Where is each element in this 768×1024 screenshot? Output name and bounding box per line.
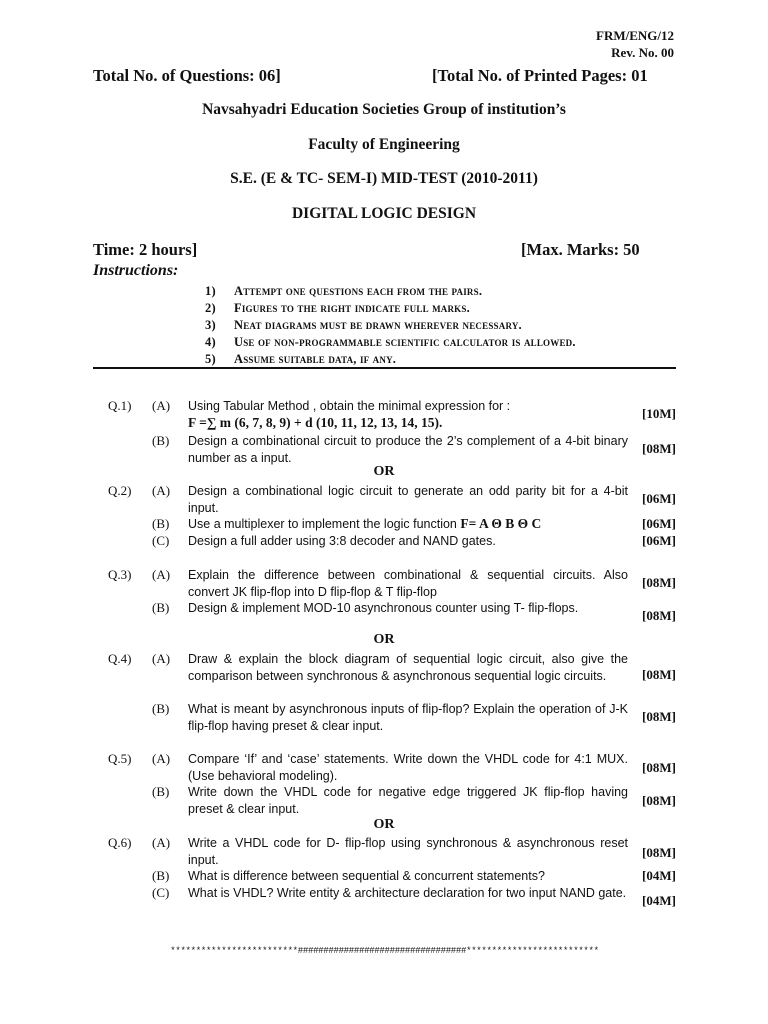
question-text: Use a multiplexer to implement the logic function F= A Θ B Θ C (188, 516, 542, 531)
question-text: Explain the difference between combinational & sequential circuits. Also convert JK flip-flop into D flip-flop & T flip-flop (188, 568, 628, 599)
marks-badge: [08M] (642, 793, 676, 808)
footer-separator: *************************#################################************************** (170, 946, 599, 956)
question-part-label: (A) (152, 567, 171, 582)
question-text: What is VHDL? Write entity & architecture declaration for two input NAND gate. (188, 886, 627, 900)
question-part-label: (A) (152, 398, 171, 413)
question-part-label: (B) (152, 600, 170, 615)
marks-badge: [08M] (642, 760, 676, 775)
marks-badge: [10M] (642, 406, 676, 421)
question-part-label: (C) (152, 533, 170, 548)
question-text: Draw & explain the block diagram of sequential logic circuit, also give the comparison between synchronous & asynchronous sequential logic circuits. (188, 652, 628, 683)
question-part-label: (C) (152, 885, 170, 900)
question-number: Q.3) (108, 567, 132, 582)
instruction-item: 2) Figures to the right indicate full marks. (205, 301, 470, 315)
total-questions: Total No. of Questions: 06] (93, 66, 281, 85)
exam-time: Time: 2 hours] (93, 240, 198, 259)
question-text: Write a VHDL code for D- flip-flop using synchronous & asynchronous reset input. (188, 836, 628, 867)
question-number: Q.5) (108, 751, 132, 766)
exam-title: S.E. (E & TC- SEM-I) MID-TEST (2010-2011) (230, 170, 538, 187)
faculty-name: Faculty of Engineering (308, 136, 460, 153)
question-part-label: (A) (152, 651, 171, 666)
question-number: Q.1) (108, 398, 132, 413)
boolean-expression: F =∑ m (6, 7, 8, 9) + d (10, 11, 12, 13, 14, 15). (188, 414, 443, 430)
question-text: Write down the VHDL code for negative edge triggered JK flip-flop having preset & clear input. (188, 785, 628, 816)
total-pages: [Total No. of Printed Pages: 01 (432, 66, 648, 85)
instruction-item: 5) Assume suitable data, if any. (205, 352, 397, 366)
question-part-label: (A) (152, 835, 171, 850)
instruction-item: 1) Attempt one questions each from the pairs. (205, 284, 483, 298)
instructions-list (205, 283, 576, 368)
marks-badge: [06M] (642, 491, 676, 506)
marks-badge: [08M] (642, 575, 676, 590)
revision-number: Rev. No. 00 (611, 45, 674, 60)
marks-badge: [08M] (642, 845, 676, 860)
or-separator: OR (373, 817, 395, 832)
boolean-expression: F= A Θ B Θ C (460, 516, 542, 531)
question-number: Q.6) (108, 835, 132, 850)
instruction-item: 4) Use of non-programmable scientific calculator is allowed. (205, 335, 576, 349)
marks-badge: [08M] (642, 709, 676, 724)
marks-badge: [06M] (642, 516, 676, 531)
marks-badge: [08M] (642, 441, 676, 456)
question-part-label: (A) (152, 751, 171, 766)
marks-badge: [08M] (642, 608, 676, 623)
max-marks: [Max. Marks: 50 (521, 240, 640, 259)
marks-badge: [04M] (642, 868, 676, 883)
question-part-label: (B) (152, 868, 170, 883)
header-divider (93, 367, 676, 369)
question-text: Using Tabular Method , obtain the minimal expression for : F =∑ m (6, 7, 8, 9) + d (10, 11, 12, 13, 14, 15). (188, 398, 628, 431)
or-separator: OR (373, 632, 395, 647)
institution-name: Navsahyadri Education Societies Group of institution’s (202, 101, 566, 118)
question-text: Design & implement MOD-10 asynchronous counter using T- flip-flops. (188, 601, 579, 615)
form-code: FRM/ENG/12 (596, 28, 674, 43)
question-part-label: (B) (152, 516, 170, 531)
question-text: Design a combinational circuit to produce the 2’s complement of a 4-bit binary number as a input. (188, 434, 628, 465)
question-part-label: (A) (152, 483, 171, 498)
question-number: Q.2) (108, 483, 132, 498)
marks-badge: [08M] (642, 667, 676, 682)
question-part-label: (B) (152, 784, 170, 799)
question-part-label: (B) (152, 433, 170, 448)
instructions-title: Instructions: (93, 262, 179, 279)
question-text: Compare ‘If’ and ‘case’ statements. Write down the VHDL code for 4:1 MUX. (Use behavioral modeling). (188, 752, 628, 783)
question-text: What is meant by asynchronous inputs of flip-flop? Explain the operation of J-K flip-flop having preset & clear input. (188, 702, 628, 733)
question-text: Design a full adder using 3:8 decoder and NAND gates. (188, 534, 496, 548)
question-text: Design a combinational logic circuit to generate an odd parity bit for a 4-bit input. (188, 484, 628, 515)
question-number: Q.4) (108, 651, 132, 666)
form-code-block (596, 27, 674, 61)
instruction-item: 3) Neat diagrams must be drawn wherever necessary. (205, 318, 522, 332)
question-text: What is difference between sequential & concurrent statements? (188, 869, 545, 883)
or-separator: OR (373, 464, 395, 479)
marks-badge: [04M] (642, 893, 676, 908)
subject-title: DIGITAL LOGIC DESIGN (291, 205, 477, 222)
marks-badge: [06M] (642, 533, 676, 548)
question-part-label: (B) (152, 701, 170, 716)
